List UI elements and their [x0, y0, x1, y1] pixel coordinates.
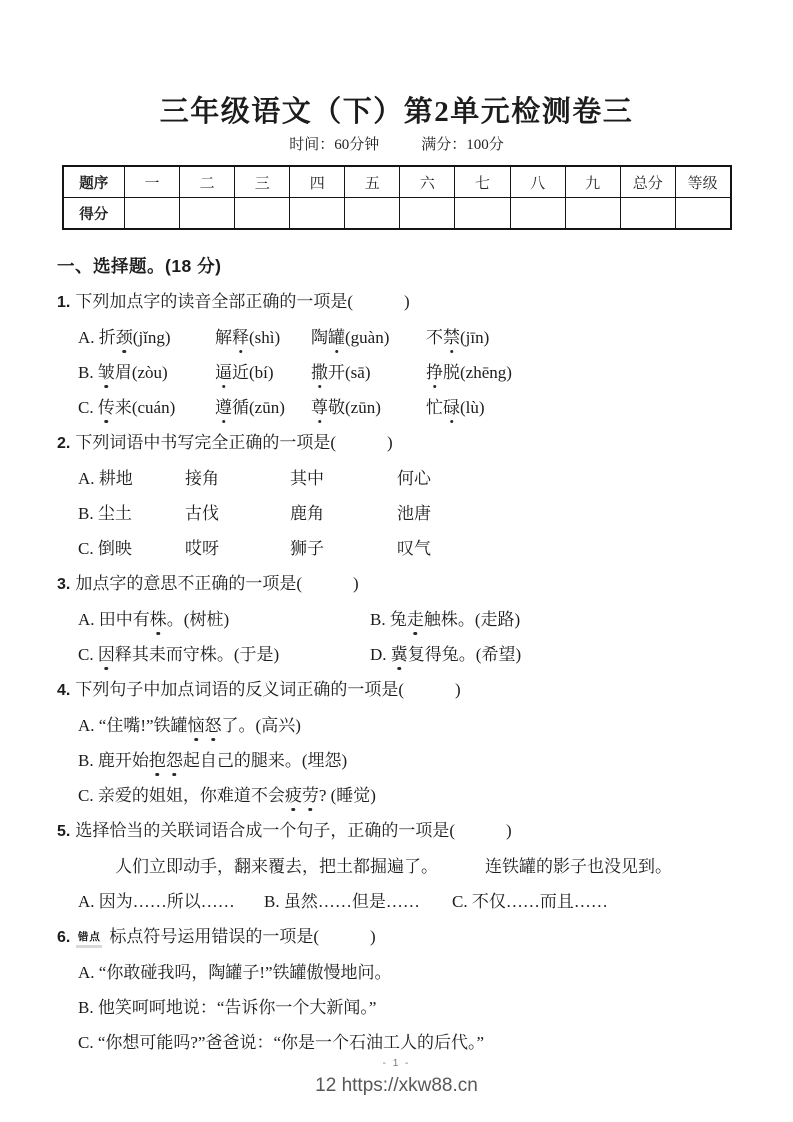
option-text — [426, 396, 485, 419]
text-segment: 忙 — [426, 398, 443, 417]
text-segment: 接角 — [185, 469, 219, 488]
text-segment: A. “住嘴!”铁罐 — [78, 716, 188, 735]
text-segment: A. — [78, 328, 99, 347]
text-segment: 释其耒而守株。(于是) — [114, 645, 280, 664]
option-line — [57, 467, 736, 490]
dotted-character: 怒 — [204, 716, 222, 735]
text-segment: 其中 — [290, 469, 324, 488]
dotted-character: 皱 — [97, 363, 115, 382]
option-text — [78, 784, 376, 807]
emphasized-text — [116, 328, 133, 347]
text-segment: 不 — [426, 328, 443, 347]
question-2-stem — [57, 431, 736, 455]
text-segment: (sā) — [345, 363, 371, 382]
option-line — [57, 502, 736, 525]
text-segment: (jǐng) — [132, 328, 171, 347]
score-cell — [565, 198, 620, 230]
text-segment: B. 尘土 — [78, 504, 132, 523]
dotted-character: 逼 — [215, 363, 232, 382]
option-text — [78, 396, 215, 419]
section-one-heading: 一、选择题。(18 分) — [57, 256, 222, 276]
option-text — [78, 467, 185, 490]
text-segment: 池唐 — [397, 504, 431, 523]
question-number: 6. — [57, 929, 71, 946]
option-text — [290, 537, 397, 560]
emphasized-text — [311, 363, 328, 382]
text-segment: A. 因为……所以…… — [78, 892, 235, 911]
option-text — [185, 502, 290, 525]
option-line — [57, 1031, 736, 1054]
dotted-character: 碌 — [443, 398, 460, 417]
score-table-header: 四 — [290, 166, 345, 198]
question-3 — [57, 572, 736, 666]
text-segment: 来 — [114, 398, 132, 417]
dotted-character: 撒 — [311, 363, 328, 382]
text-segment: A. 田中有 — [78, 610, 150, 629]
dotted-character: 疲 — [284, 786, 302, 805]
option-text — [78, 326, 215, 349]
question-number: 3. — [57, 576, 71, 593]
site-watermark: 12 https://xkw88.cn — [315, 1075, 478, 1096]
option-text — [185, 537, 290, 560]
score-table-header: 五 — [345, 166, 400, 198]
text-segment: (shì) — [249, 328, 281, 347]
text-segment: 敬 — [328, 398, 345, 417]
emphasized-text — [443, 328, 460, 347]
option-text — [264, 890, 452, 913]
option-text — [78, 961, 392, 984]
score-cell — [455, 198, 510, 230]
text-segment: C. 不仅……而且…… — [452, 892, 608, 911]
text-segment: B. 虽然……但是…… — [264, 892, 420, 911]
text-segment: B. 鹿开始 — [78, 751, 149, 770]
question-number: 4. — [57, 682, 71, 699]
text-segment: C. — [78, 398, 98, 417]
option-text — [485, 855, 672, 878]
page-number: - 1 - — [382, 1058, 411, 1069]
text-segment: (zūn) — [249, 398, 285, 417]
text-segment: 折 — [98, 328, 116, 347]
text-segment: 眉 — [114, 363, 132, 382]
dotted-character: 恼 — [187, 716, 205, 735]
score-row-label: 得分 — [63, 198, 125, 230]
option-text — [397, 537, 431, 560]
text-segment: (zhēng) — [460, 363, 512, 382]
text-segment: 古伐 — [185, 504, 219, 523]
score-cell-total — [620, 198, 675, 230]
dotted-character: 尊 — [311, 398, 328, 417]
text-segment: 循 — [232, 398, 249, 417]
option-text — [215, 326, 311, 349]
option-text — [78, 608, 370, 631]
exam-full-score: 满分：100分 — [421, 137, 504, 153]
text-segment: 鹿角 — [290, 504, 324, 523]
text-segment: 脱 — [443, 363, 460, 382]
dotted-character: 抱 — [148, 751, 166, 770]
text-segment: 起自己的腿来。(埋怨) — [182, 751, 348, 770]
option-text — [397, 502, 431, 525]
page-title: 三年级语文（下）第2单元检测卷三 — [159, 96, 634, 128]
dotted-character: 挣 — [426, 363, 443, 382]
option-text — [452, 890, 608, 913]
score-cell — [180, 198, 235, 230]
score-cell — [400, 198, 455, 230]
question-stem-text: 下列词语中书写完全正确的一项是( ) — [75, 433, 393, 452]
text-segment: A. 耕地 — [78, 469, 133, 488]
text-segment: 复得兔。(希望) — [407, 645, 522, 664]
option-text — [397, 467, 431, 490]
score-table — [62, 165, 732, 230]
emphasized-text — [391, 645, 408, 664]
text-segment: C. 倒映 — [78, 539, 132, 558]
score-cell — [345, 198, 400, 230]
text-segment: B. 他笑呵呵地说：“告诉你一个大新闻。” — [78, 998, 377, 1017]
question-1 — [57, 290, 736, 419]
dotted-character: 传 — [97, 398, 115, 417]
text-segment: 解 — [215, 328, 232, 347]
option-text — [370, 608, 520, 631]
emphasized-text — [311, 398, 328, 417]
score-table-header: 六 — [400, 166, 455, 198]
option-text — [290, 467, 397, 490]
text-segment: 哎呀 — [185, 539, 219, 558]
score-cell-grade — [675, 198, 730, 230]
score-table-header: 三 — [235, 166, 290, 198]
text-segment: 人们立即动手，翻来覆去，把土都掘遍了。 — [115, 857, 438, 876]
option-text — [426, 361, 512, 384]
score-table-header-question-order: 题序 — [63, 166, 125, 198]
exam-meta — [57, 135, 736, 155]
emphasized-text — [328, 328, 345, 347]
score-table-header-grade: 等级 — [675, 166, 730, 198]
option-text — [78, 890, 264, 913]
text-segment: (zòu) — [131, 363, 168, 382]
question-2 — [57, 431, 736, 560]
dotted-character: 株 — [149, 610, 167, 629]
text-segment: 近 — [232, 363, 249, 382]
score-cell — [235, 198, 290, 230]
option-line — [57, 890, 736, 913]
text-segment: (lù) — [460, 398, 485, 417]
option-text — [215, 361, 311, 384]
dotted-character: 因 — [97, 645, 115, 664]
text-segment: 了。(高兴) — [221, 716, 301, 735]
emphasized-text — [98, 363, 115, 382]
emphasized-text — [407, 610, 424, 629]
option-text — [78, 714, 301, 737]
score-table-header: 一 — [125, 166, 180, 198]
dotted-character: 颈 — [115, 328, 133, 347]
option-text — [370, 643, 521, 666]
text-segment: 触株。(走路) — [423, 610, 521, 629]
option-text — [215, 396, 311, 419]
dotted-character: 禁 — [443, 328, 460, 347]
error-prone-badge-underline — [76, 945, 102, 948]
text-segment: 狮子 — [290, 539, 324, 558]
error-prone-badge-label: 错点 — [77, 931, 101, 943]
text-segment: C. 亲爱的姐姐，你难道不会 — [78, 786, 285, 805]
score-table-header-row — [63, 166, 731, 198]
question-5-stem — [57, 819, 736, 843]
option-line — [57, 396, 736, 419]
exam-time: 时间：60分钟 — [289, 137, 380, 153]
dotted-character: 走 — [406, 610, 424, 629]
option-line — [57, 608, 736, 631]
option-text — [78, 643, 370, 666]
score-table-header: 九 — [565, 166, 620, 198]
option-text — [78, 996, 376, 1019]
question-stem-text: 标点符号运用错误的一项是( ) — [109, 927, 376, 946]
option-line — [57, 996, 736, 1019]
text-segment: 叹气 — [397, 539, 431, 558]
emphasized-text — [149, 751, 183, 770]
score-table-header: 二 — [180, 166, 235, 198]
dotted-character: 冀 — [390, 645, 408, 664]
text-segment: 陶 — [311, 328, 328, 347]
option-line — [57, 361, 736, 384]
question-number: 5. — [57, 823, 71, 840]
dotted-character: 怨 — [165, 751, 183, 770]
question-6-stem — [57, 925, 736, 949]
emphasized-text — [150, 610, 167, 629]
text-segment: (zūn) — [345, 398, 381, 417]
option-text — [78, 502, 185, 525]
question-stem-text: 下列句子中加点词语的反义词正确的一项是( ) — [75, 680, 461, 699]
emphasized-text — [232, 328, 249, 347]
text-segment: D. — [370, 645, 391, 664]
option-line — [57, 749, 736, 772]
score-table-score-row — [63, 198, 731, 230]
option-text — [290, 502, 397, 525]
questions-list — [57, 290, 736, 1054]
option-text — [78, 537, 185, 560]
question-number: 2. — [57, 435, 71, 452]
text-segment: (cuán) — [131, 398, 176, 417]
option-text — [311, 361, 426, 384]
emphasized-text — [98, 645, 115, 664]
emphasized-text — [443, 398, 460, 417]
text-segment: ? (睡觉) — [318, 786, 376, 805]
option-text — [78, 1031, 484, 1054]
text-segment: A. “你敢碰我吗，陶罐子!”铁罐傲慢地问。 — [78, 963, 392, 982]
option-text — [185, 467, 290, 490]
text-segment: (guàn) — [345, 328, 390, 347]
text-segment: B. — [78, 363, 98, 382]
emphasized-text — [188, 716, 222, 735]
question-number: 1. — [57, 294, 71, 311]
question-3-stem — [57, 572, 736, 596]
score-cell — [125, 198, 180, 230]
text-segment: (bí) — [249, 363, 274, 382]
question-stem-text: 下列加点字的读音全部正确的一项是( ) — [75, 292, 410, 311]
option-line — [57, 714, 736, 737]
score-table-header: 八 — [510, 166, 565, 198]
option-text — [78, 361, 215, 384]
option-line — [57, 784, 736, 807]
score-cell — [510, 198, 565, 230]
text-segment: C. — [78, 645, 98, 664]
option-line — [57, 643, 736, 666]
option-text — [311, 326, 426, 349]
score-table-header-total: 总分 — [620, 166, 675, 198]
text-segment: (jīn) — [460, 328, 490, 347]
option-text — [426, 326, 489, 349]
score-cell — [290, 198, 345, 230]
question-stem-text: 加点字的意思不正确的一项是( ) — [75, 574, 359, 593]
question-stem-text: 选择恰当的关联词语合成一个句子，正确的一项是( ) — [75, 821, 512, 840]
text-segment: 开 — [328, 363, 345, 382]
emphasized-text — [285, 786, 319, 805]
text-segment: B. 兔 — [370, 610, 407, 629]
error-prone-badge — [76, 932, 102, 948]
dotted-character: 遵 — [215, 398, 232, 417]
text-segment: 。(树桩) — [166, 610, 230, 629]
text-segment: C. “你想可能吗?”爸爸说：“你是一个石油工人的后代。” — [78, 1033, 485, 1052]
dotted-character: 劳 — [301, 786, 319, 805]
option-line — [57, 961, 736, 984]
emphasized-text — [215, 363, 232, 382]
text-segment: 连铁罐的影子也没见到。 — [485, 857, 672, 876]
emphasized-text — [98, 398, 115, 417]
question-4-stem — [57, 678, 736, 702]
option-line — [57, 537, 736, 560]
question-4 — [57, 678, 736, 807]
option-text — [311, 396, 426, 419]
emphasized-text — [426, 363, 443, 382]
option-text — [78, 749, 347, 772]
question-1-stem — [57, 290, 736, 314]
option-line — [57, 855, 736, 878]
question-5 — [57, 819, 736, 913]
score-table-header: 七 — [455, 166, 510, 198]
dotted-character: 释 — [232, 328, 249, 347]
option-line — [57, 326, 736, 349]
text-segment: 何心 — [397, 469, 431, 488]
question-6 — [57, 925, 736, 1054]
emphasized-text — [215, 398, 232, 417]
dotted-character: 罐 — [328, 328, 345, 347]
option-text — [115, 855, 485, 878]
